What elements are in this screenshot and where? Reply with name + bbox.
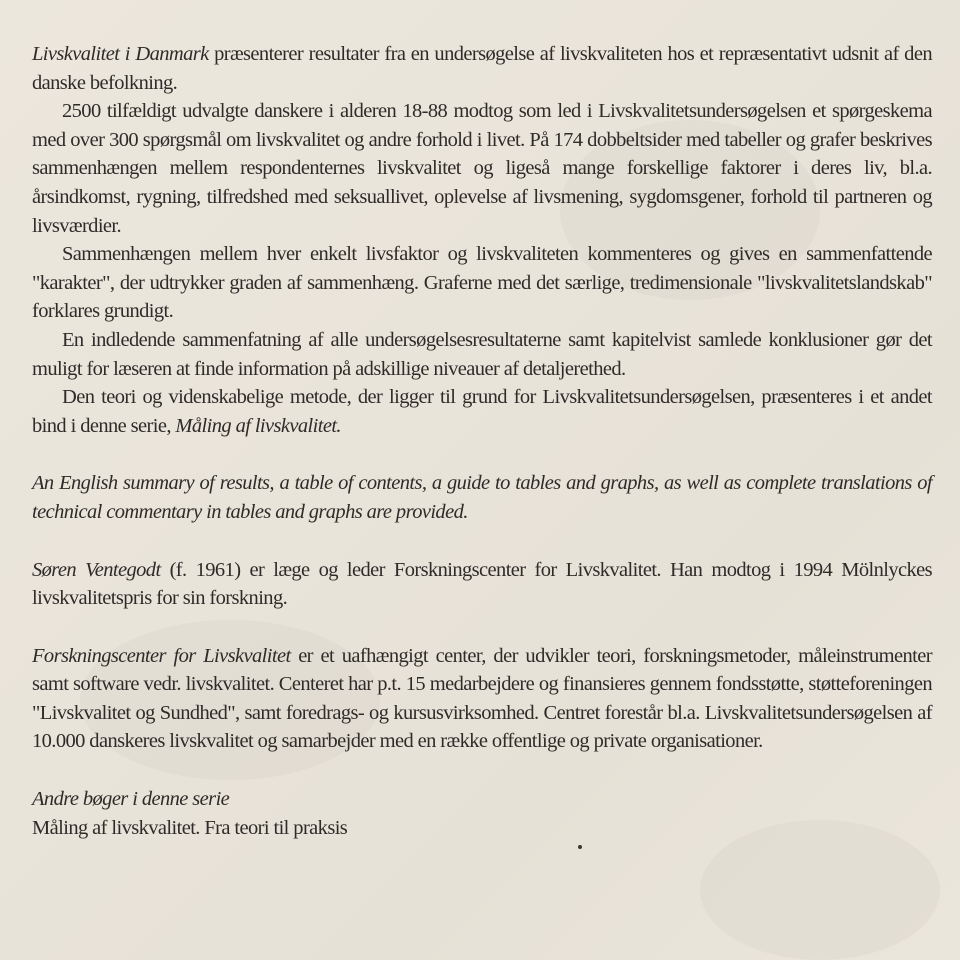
method-book-title: Måling af livskvalitet. <box>175 414 341 437</box>
document-page <box>32 40 932 842</box>
center-text: er et uafhængigt center, der udvikler teori, forskningsmetoder, måleinstrumenter samt software vedr. livskvalitet. Centeret har p.t. 15 medarbejdere og finansieres gennem fondsstøtte, støtteforeningen "Livskvalitet og Sundhed", samt foredrags- og kursusvirksomhed. Centret forestår bl.a. Livskvalitetsundersøgelsen af 10.000 danskeres livskvalitet og samarbejder med en række offentlige og private organisationer. <box>32 644 932 753</box>
paragraph-survey: 2500 tilfældigt udvalgte danskere i alderen 18-88 modtog som led i Livskvalitetsundersøgelsen et spørgeskema med over 300 spørgsmål om livskvalitet og andre forhold i livet. På 174 dobbeltsider med tabeller og grafer beskrives sammenhængen mellem respondenternes livskvalitet og ligeså mange forskellige faktorer i deres liv, bl.a. årsindkomst, rygning, tilfredshed med seksuallivet, oplevelse af livsmening, sygdomsgener, forhold til partneren og livsværdier. <box>32 100 932 237</box>
series-heading: Andre bøger i denne serie <box>32 788 230 811</box>
spacer <box>32 613 932 642</box>
paragraph-correlation: Sammenhængen mellem hver enkelt livsfaktor og livskvaliteten kommenteres og gives en sammenfattende "karakter", der udtrykker graden af sammenhæng. Graferne med det særlige, tredimensionale "livskvalitetslandskab" forklares grundigt. <box>32 243 932 323</box>
spacer <box>32 527 932 556</box>
book-title: Livskvalitet i Danmark <box>32 43 209 65</box>
paragraph-summary: En indledende sammenfatning af alle undersøgelsesresultaterne samt kapitelvist samlede konklusioner gør det muligt for læseren at finde information på adskillige niveauer af detaljerethed. <box>32 328 932 380</box>
intro-paragraph <box>32 40 932 97</box>
method-text: Den teori og videnskabelige metode, der ligger til grund for Livskvalitetsundersøgelsen, præsenteres i et andet bind i denne serie, <box>32 386 932 437</box>
english-summary: An English summary of results, a table of contents, a guide to tables and graphs, as well as complete translations of technical commentary in tables and graphs are provided. <box>32 472 932 523</box>
paragraph-method <box>32 383 932 440</box>
spacer <box>32 756 932 785</box>
author-paragraph <box>32 556 932 613</box>
spacer <box>32 440 932 469</box>
intro-text: præsenterer resultater fra en undersøgelse af livskvaliteten hos et repræsentativt udsnit af den danske befolkning. <box>32 43 932 94</box>
author-text: (f. 1961) er læge og leder Forskningscenter for Livskvalitet. Han modtog i 1994 Mölnlyckes livskvalitetspris for sin forskning. <box>32 558 932 610</box>
center-name: Forskningscenter for Livskvalitet <box>32 644 291 667</box>
print-speck <box>578 845 582 849</box>
center-paragraph <box>32 642 932 756</box>
author-name: Søren Ventegodt <box>32 558 161 581</box>
series-item: Måling af livskvalitet. Fra teori til praksis <box>32 816 348 839</box>
